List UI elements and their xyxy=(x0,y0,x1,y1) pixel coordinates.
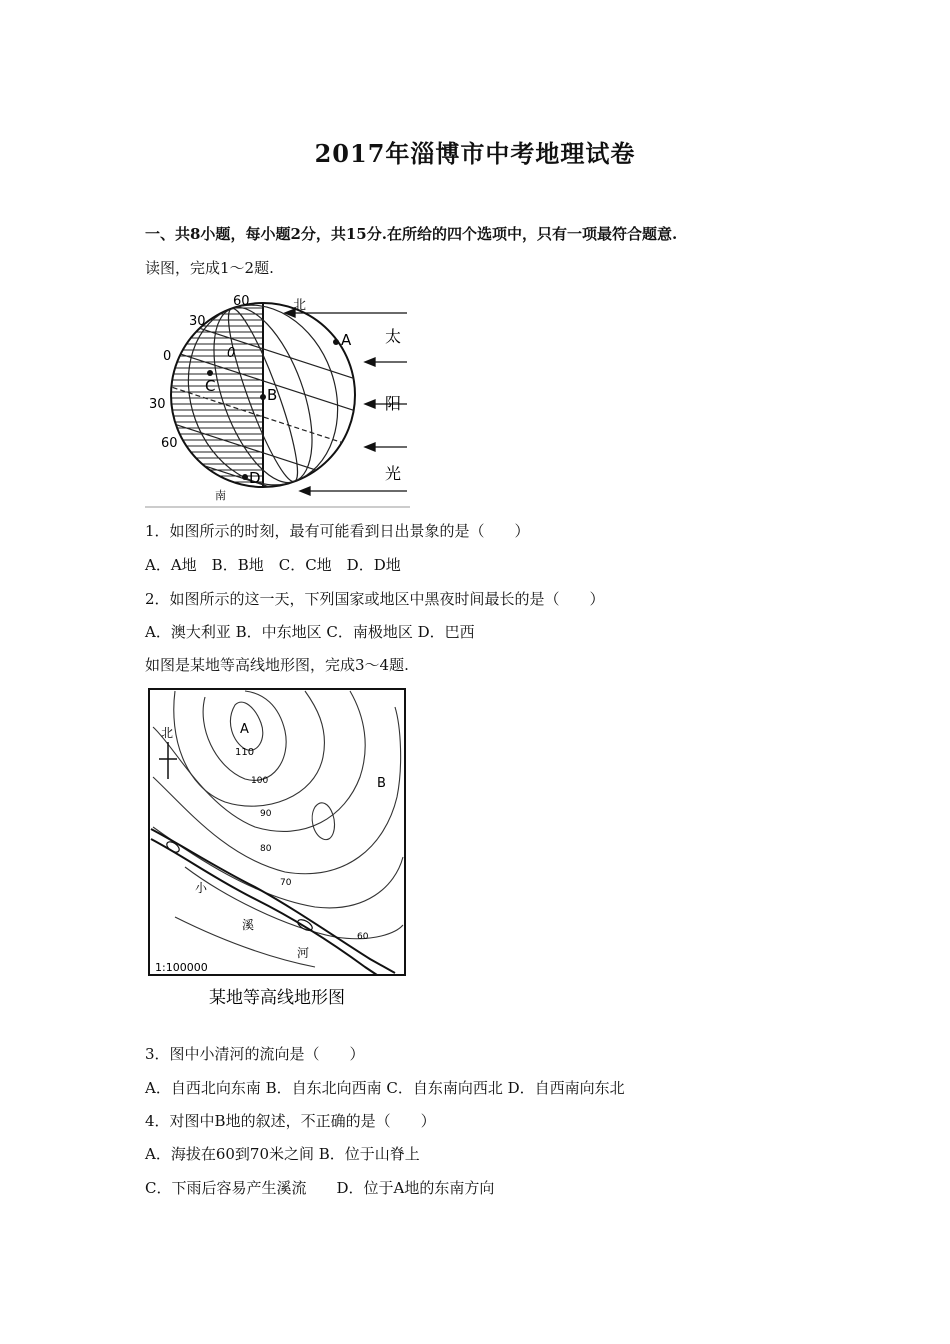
label-point-a-map: A xyxy=(240,722,249,737)
label-lat-60s: 60 xyxy=(161,436,178,451)
question-1-stem: 1．如图所示的时刻，最有可能看到日出景象的是（ ） xyxy=(145,522,530,540)
question-4-options-line-2: C．下雨后容易产生溪流 D．位于A地的东南方向 xyxy=(145,1179,495,1197)
question-4-options-line-1: A．海拔在60到70米之间 B．位于山脊上 xyxy=(145,1145,420,1163)
label-lat-0: 0 xyxy=(163,349,172,364)
label-river-1: 小 xyxy=(195,881,208,895)
label-contour-60: 60 xyxy=(357,932,369,942)
label-point-a: A xyxy=(341,331,352,349)
label-south: 南 xyxy=(215,489,226,502)
label-map-scale: 1:100000 xyxy=(155,961,208,974)
label-point-c: C xyxy=(205,377,216,395)
label-north-map: 北 xyxy=(161,726,174,740)
label-point-b-map: B xyxy=(377,776,386,791)
label-sun-3: 光 xyxy=(385,464,402,483)
intro-questions-1-2: 读图，完成1～2题. xyxy=(145,259,274,277)
label-north: 北 xyxy=(293,298,307,313)
intro-questions-3-4: 如图是某地等高线地形图，完成3～4题. xyxy=(145,656,409,674)
label-river-2: 溪 xyxy=(242,918,255,932)
globe-illumination-figure xyxy=(145,287,410,509)
label-contour-100: 100 xyxy=(251,776,269,786)
question-2-stem: 2．如图所示的这一天，下列国家或地区中黑夜时间最长的是（ ） xyxy=(145,590,605,608)
question-4-stem: 4．对图中B地的叙述，不正确的是（ ） xyxy=(145,1112,436,1130)
label-lat-0-inner: 0 xyxy=(227,346,236,361)
label-contour-90: 90 xyxy=(260,809,272,819)
label-lat-30s: 30 xyxy=(149,397,166,412)
label-river-3: 河 xyxy=(297,946,310,960)
label-point-b: B xyxy=(267,386,278,404)
page-title: 2017年淄博市中考地理试卷 xyxy=(314,139,636,168)
contour-map-figure xyxy=(145,687,410,1012)
label-lat-30n: 30 xyxy=(189,314,206,329)
label-sun-2: 阳 xyxy=(385,394,402,413)
section-heading: 一、共8小题，每小题2分，共15分.在所给的四个选项中，只有一项最符合题意. xyxy=(145,225,678,243)
question-3-stem: 3．图中小清河的流向是（ ） xyxy=(145,1045,365,1063)
label-point-d: D xyxy=(249,469,261,487)
label-contour-70: 70 xyxy=(280,878,292,888)
label-contour-80: 80 xyxy=(260,844,272,854)
question-3-options: A．自西北向东南 B．自东北向西南 C．自东南向西北 D．自西南向东北 xyxy=(145,1079,625,1097)
label-lat-60n: 60 xyxy=(233,294,250,309)
river-island xyxy=(296,918,314,933)
label-contour-110: 110 xyxy=(235,747,255,758)
question-2-options: A．澳大利亚 B．中东地区 C．南极地区 D．巴西 xyxy=(145,623,475,641)
map-caption: 某地等高线地形图 xyxy=(209,988,345,1008)
contour-lines xyxy=(153,691,403,967)
label-sun-1: 太 xyxy=(385,327,402,346)
river-island xyxy=(165,840,181,855)
question-1-options: A．A地 B．B地 C．C地 D．D地 xyxy=(145,556,401,574)
